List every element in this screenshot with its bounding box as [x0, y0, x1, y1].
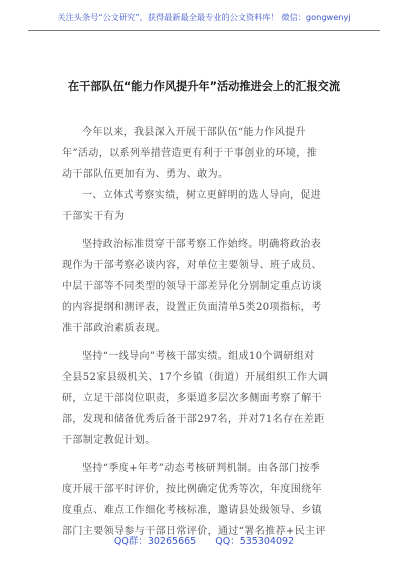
section-heading-line-2: 干部实干有为 — [62, 211, 125, 222]
paragraph-2-line-2: 现作为干部考察必谈内容，对单位主要领导、班子成员、 — [62, 260, 322, 271]
paragraph-2-line-1: 坚持政治标准贯穿干部考察工作始终。明确将政治表 — [82, 239, 322, 250]
paragraph-1-line-1: 今年以来，我县深入开展干部队伍“能力作风提升 — [82, 127, 306, 138]
paragraph-1-line-2: 年”活动，以系列举措营造更有利于干事创业的环境，推 — [62, 148, 318, 159]
paragraph-4-line-3: 度重点、难点工作细化考核标准，邀请县处级领导、乡镇 — [62, 505, 322, 516]
paragraph-3-line-2: 全县52家县级机关、17个乡镇（街道）开展组织工作大调 — [62, 372, 329, 383]
footer-contact — [0, 533, 408, 547]
section-heading-line-1: 一、立体式考察实绩，树立更鲜明的选人导向，促进 — [82, 190, 322, 201]
footer-qq-number: QQ：535304092 — [215, 536, 295, 547]
document-body — [62, 122, 350, 542]
document-title: 在干部队伍“能力作风提升年”活动推进会上的汇报交流 — [67, 80, 341, 93]
paragraph-3-line-5: 干部制定教促计划。 — [62, 435, 156, 446]
paragraph-2-line-5: 准干部政治素质表现。 — [62, 323, 166, 334]
paragraph-4-line-2: 度开展干部平时评价，按比例确定优秀等次，年度围绕年 — [62, 484, 322, 495]
paragraph-4-line-4: 部门主要领导参与干部日常评价，通过“署名推荐+民主评 — [62, 526, 326, 537]
header-promo-note: 关注头条号“公文研究”，获得最新最全最专业的公文资料库！ 微信：gongwenyj — [57, 12, 351, 22]
paragraph-4-line-1: 坚持“季度+年考”动态考核研判机制。由各部门按季 — [82, 463, 321, 474]
header-divider — [28, 30, 380, 31]
paragraph-2-line-4: 的内容提纲和测评表，设置正负面清单5类20项指标，考 — [62, 302, 322, 313]
paragraph-2-line-3: 中层干部等不同类型的领导干部差异化分别制定重点访谈 — [62, 281, 322, 292]
paragraph-1-line-3: 动干部队伍更加有为、勇为、敢为。 — [62, 169, 229, 180]
paragraph-3-line-3: 研，立足干部岗位职责，多渠道多层次多侧面考察了解干 — [62, 393, 322, 404]
paragraph-3-line-1: 坚持“一线导向”考核干部实绩。组成10个调研组对 — [82, 351, 315, 362]
paragraph-3-line-4: 部，发现和储备优秀后备干部297名，并对71名存在差距 — [62, 414, 325, 425]
footer-qq-group: QQ群：30265665 — [113, 536, 197, 547]
